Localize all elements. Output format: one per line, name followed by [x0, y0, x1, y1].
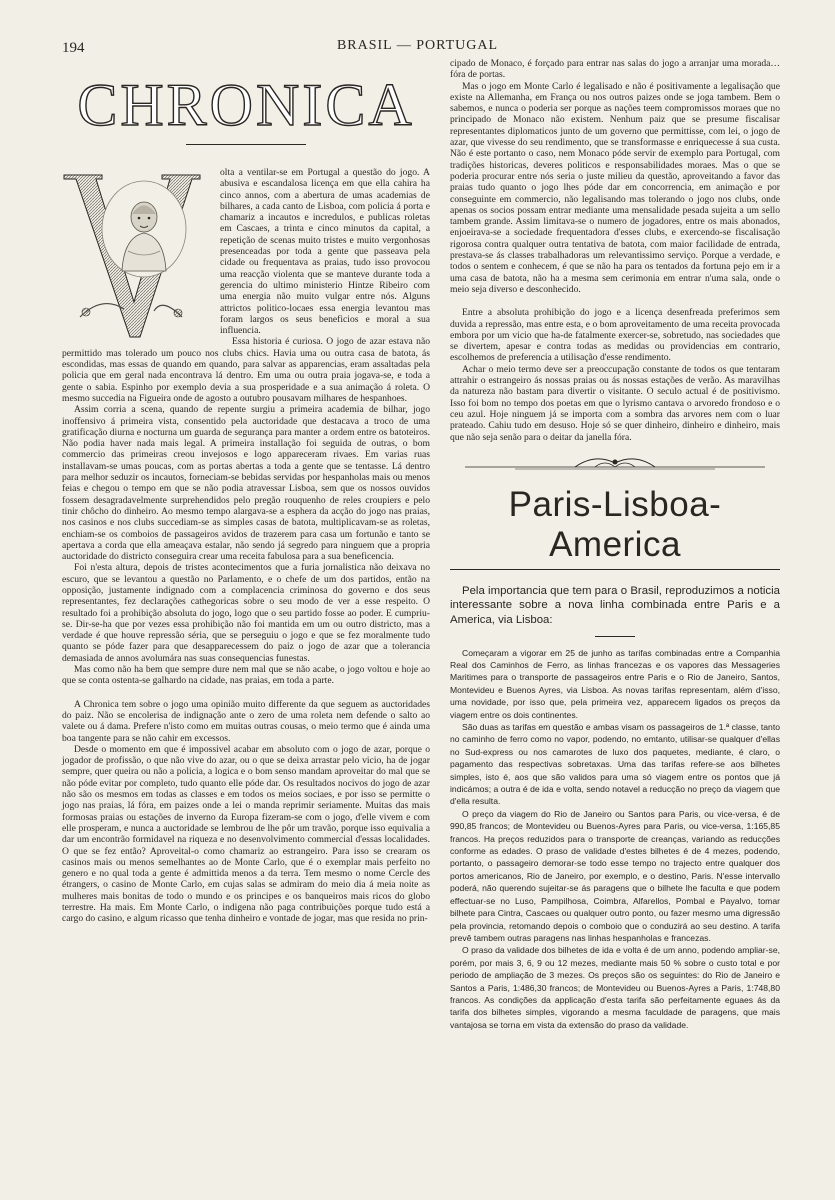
left-column [62, 58, 430, 925]
chronica-continuation: cipado de Monaco, é forçado para entrar nas salas do jogo a arranjar uma morada… fóra de portas. [450, 58, 780, 81]
title-rule [186, 144, 306, 145]
chronica-paragraph: Assim corria a scena, quando de repente surgiu a primeira academia de bilhar, jogo inoffensivo á primeira vista, consentido pela auctoridade que destacava a troco de uma gratificação diurna e nocturna um guarda de segurança para manter a ordem entre os batoteiros. Não podia haver nada mais legal. A primeira installação foi seguida de outras, o bom commercio das primeiras creou invejosos e logo appareceram rivaes. Em varias ruas installavam-se umas poucas, com as portas abertas a toda a gente que se tentasse. Lá dentro para melhor seduzir os incautos, forneciam-se bebidas servidas por hespanholas mais ou menos feias e chegou o tempo em que se não podia atravessar Lisboa, sem que os nossos ouvidos fossem desagradavelmente surprehendidos pelo pregão rouquenho de reles croupiers e pelo tinir chôcho do dinheiro. Ao mesmo tempo alargava-se a esphera da acção do jogo nas praias, nos casinos e nos clubs succediam-se as simples casas de batota, multiplicavam-se as roletas, enchiam-se os comboios de passageiros avidos de trazerem para casa um fortunão e tanto se apertava a corda que ella ameaçava estalar, não sendo já segredo para ninguem que a propria auctoridade do districto conseguira crear uma receita fabulosa para a sua beneficencia. [62, 404, 430, 563]
chronica-continuation: Mas o jogo em Monte Carlo é legalisado e não é positivamente a legalisação que existe na Allemanha, em França ou nos outros paizes onde se joga tambem. Bem o sabemos, e nunca o poderia ser porque as nações teem compromissos moraes que no principado de Monaco não existem. Nenhum paiz que se presume fiscalisar representantes diplomaticos junto de um governo que permittisse, com lei, o jogo de azar, que vivesse do seu rendimento, que se transformasse e enriquecesse á sua custa. Não é este portanto o caso, nem Monaco póde servir de exemplo para Portugal, com tradições historicas, deveres politicos e responsabilidades moraes. Mas o que se poderia procurar entre nós seria o juste milieu da questão, aproveitando a favor das praias tudo quanto o jogo lhes póde dar em concorrencia, em animação e por conseguinte em commercio, não legalisando mas tolerando o jogo nos clubs, onde apenas os socios possam entrar mediante uma mensalidade pesada sujeita a um sello tambem grande. Assim limitava-se o numero de jogadores, entre os mais abonados, enjoeirava-se a sociedade frequentadora d'esses clubs, e exercendo-se fiscalisação rigorosa contra qualquer outra tentativa de batota, com maior facilidade de entrada, prestava-se ás classes trabalhadoras um relevantissimo serviço. Porque a verdade, e todos o sentem e conhecem, é que se não ha para os tentados da fortuna pejo em ir a uma casa de batota, não ha a mesma sem cerimonia em entrar n'uma sala, onde o meio seja diverso e desconhecido. [450, 80, 780, 295]
chronica-paragraph: A Chronica tem sobre o jogo uma opinião muito differente da que seguem as auctoridades do paiz. Não se encolerisa de indignação ante o zero de uma roleta nem defende o salto ao valete ou á dama. Prefere n'isto como em muitas outras cousas, o meio termo que é ainda uma boa tangente para se não cahir em excessos. [62, 698, 430, 744]
child-portrait-illustration [62, 167, 212, 339]
paris-title-rule [450, 569, 780, 570]
paris-lisboa-america-title: Paris-Lisboa-America [508, 484, 722, 564]
chronica-continuation: Entre a absoluta prohibição do jogo e a licença desenfreada preferimos sem duvida a repressão, mas entre esta, e o bom aproveitamento de uma receita provocada embora por um vicio que ha-de fatalmente exercer-se, sobretudo, nas sociedades que se divertem, apesar e contra todas as medidas ou providencias em contrario, escolhemos de preferencia a utilisação d'esse rendimento. [450, 307, 780, 364]
page-number: 194 [62, 40, 85, 56]
chronica-paragraph: Mas como não ha bem que sempre dure nem mal que se não acabe, o jogo voltou e hoje ao que se conta ostenta-se galhardo na cidade, nas praias, em toda a parte. [62, 664, 430, 687]
paris-intro: Pela importancia que tem para o Brasil, reproduzimos a noticia interessante sobre a nova linha combinada entre Paris e a America, via Lisboa: [450, 584, 780, 626]
ornamental-divider-icon [465, 453, 765, 475]
paris-paragraph: São duas as tarifas em questão e ambas visam os passageiros de 1.ª classe, tanto no caminho de ferro como no vapor, podendo, no emtanto, utilisar-se qualquer d'ellas no Sud-express ou nos camarotes de luxo dos paquetes, mediante, é claro, o pagamento das respectivas sobretaxas. Uma das tarifas refere-se aos bilhetes simples, isto é, aos que são validos para uma só viagem entre os pontos que já indicámos; a outra é de ida e volta, sendo notavel a reducção no preço da viagem que d'ella resulta. [450, 722, 780, 807]
intro-rule [595, 636, 635, 637]
chronica-paragraph: Desde o momento em que é impossivel acabar em absoluto com o jogo de azar, porque o jogador de profissão, o que não vive do azar, ou o que se deixa arrastar pelo vicio, ha de jogar sempre, quer queira ou não a policia, a logica e o bom senso mandam aproveitar do mal que se não póde evitar por completo, tudo quanto elle póde dar. Os resultados nocivos do jogo de azar não são os mesmos em todas as classes e em todos os meios sociaes, e por isso se permitte o jogo nas praias, lá fóra, em paizes onde a lei o manda reprimir seriamente. Muitas das mais formosas praias ou estações de inverno da Europa fizeram-se com o jogo, d'elle vivem e com elle prosperam, e nunca a auctoridade se lembrou de lhe pôr um travão, porque isso equivalia a dar um encontrão formidavel na riqueza e no desenvolvimento commercial d'essas localidades. O que se fez então? Aproveital-o como chamariz ao estrangeiro. Para isso se crearam os casinos mais ou menos semelhantes ao de Monte Carlo, que é o exemplar mais perfeito no genero e no qual toda a gente é admittida menos a da terra. Tem mesmo o nome Cercle des étrangers, o casino de Monte Carlo, em cujas salas se admiram do meio dia á meia noite as mulheres mais bonitas de todo o mundo e os principes e os banqueiros mais ricos do globo terrestre. Ha mais. Em Monte Carlo, o indigena não paga contribuições porque tudo está a cargo do casino, e algum ricasso que tenha dinheiro e vontade de jogar, mas que resida no prin- [62, 743, 430, 925]
chronica-continuation: Achar o meio termo deve ser a preoccupação constante de todos os que tentaram attrahir o estrangeiro ás nossas praias ou ás nossas estações de verão. As maravilhas da natureza não bastam para divertir o visitante. O seculo actual é de positivismo. Isso foi bom no tempo dos poetas em que o lyrismo cantava o arvoredo frondoso e o ceu azul. Hoje ninguem já se importa com a sombra das arvores nem com o luar prateado. Cahiu tudo em desuso. Hoje só se quer dinheiro, dinheiro e dinheiro, mais que não seja senão para o deitar da janella fóra. [450, 363, 780, 443]
right-column [450, 58, 780, 1031]
illustrated-initial-v [62, 167, 212, 339]
paris-paragraph: Começaram a vigorar em 25 de junho as tarifas combinadas entre a Companhia Real dos Caminhos de Ferro, as linhas francezas e os vapores das Messageries Maritimes para o transporte de passageiros entre Paris e o Rio de Janeiro, Santos, Montevideu e Buenos Ayres, via Lisboa. As novas tarifas representam, além d'isso, uma novidade, por isso que, pela primeira vez, apparecem ligados os preços da viagem entre os dois continentes. [450, 647, 780, 720]
chronica-title: CHRONICA [77, 72, 415, 138]
chronica-paragraph: Foi n'esta altura, depois de tristes acontecimentos que a furia jornalistica não deixava no escuro, que se levantou a questão no Parlamento, e o chefe de um dos partidos, então na opposição, justamente indignado com a complacencia criminosa do governo e dos seus representantes, fez declarações cathegoricas sobre o seu modo de ver a esse respeito. O resultado foi a prohibição absoluta do jogo, logo que o seu partido fosse ao poder. E cumpriu-se. Dir-se-ha que por vezes essa prohibição não foi mantida em um ou outro districto, mas a verdade é que houve repressão séria, que se perseguiu o jogo e que se fez moralmente tudo quanto se póde fazer para que desapparecessem do paiz o jogo de azar que a tolerancia demasiada de annos avolumára nas suas consequencias funestas. [62, 562, 430, 664]
paris-paragraph: O preço da viagem do Rio de Janeiro ou Santos para Paris, ou vice-versa, é de 990,85 francos; de Montevideu ou Buenos-Ayres para Paris, ou vice-versa, 1:165,85 francos. Ha preços reduzidos para o transporte de creanças, variando as reducções conforme as edades. O praso de validade d'estes bilhetes é de 4 mezes, podendo, portanto, o passageiro demorar-se todo esse tempo no trajecto entre qualquer dos portos americanos, Rio de Janeiro, por exemplo, e o destino, Paris. N'esse intervallo poderá, não querendo sujeitar-se ás paragens que o bilhete lhe faculta e que podem effectuar-se no Luso, Pampilhosa, Coimbra, Alfarellos, Pombal e Payalvo, tomar bilhete para Cintra, Cascaes ou qualquer outro ponto, ou fazer mesmo uma digressão pela provincia, retomando depois o comboio que o conduzirá ao seu destino. A tarifa prevê tambem outras paragens nas linhas hespanholas e francezas. [450, 808, 780, 943]
chronica-article [62, 167, 430, 925]
paris-paragraph: O praso da validade dos bilhetes de ida e volta é de um anno, podendo ampliar-se, porém, por mais 3, 6, 9 ou 12 mezes, mediante mais 50 % sobre o custo total e por periodo de ampliação de 3 mezes. Os preços são os seguintes: do Rio de Janeiro e Santos a Paris, 1:486,30 francos; de Montevideu ou Buenos-Ayres a Paris, 1:748,80 francos. As condições da applicação d'esta tarifa são perfeitamente eguaes ás da tarifa dos bilhetes simples, vigorando a mesma faculdade de paragens, que mais vantajosa se torna em vista da extensão do praso da validade. [450, 945, 780, 1030]
chronica-paragraph: olta a ventilar-se em Portugal a questão do jogo. A abusiva e escandalosa licença em que ella cahira ha cinco annos, com a abertura de umas academias de bilhares, a cada canto de Lisboa, com policia á porta e chamariz a incautos e incredulos, e publicas roletas em Cascaes, a trinta e cinco minutos da capital, a repetição de scenas muito tristes e muito vergonhosas presenceadas por toda a gente que passeava pela cidade ou frequentava as praias, tudo isso provocou uma reacção violenta que se manteve durante toda a gerencia do ultimo ministerio Hintze Ribeiro com uma energia não muito vulgar entre nós. Alguns attrictos politico-locaes essa energia levantou mas foram largos os seus beneficios e moral a sua influencia. [220, 167, 430, 337]
chronica-paragraph: Essa historia é curiosa. O jogo de azar estava não permittido mas tolerado um pouco nos clubs chics. Havia uma ou outra casa de batota, ás escondidas, mas essas de quando em quando, para salvar as apparencias, eram assaltadas pela policia que em geral nada encontrava lá dentro. Em uma ou outra praia jogava-se, e toda a gente o sabia. Espinho por exemplo devia a sua prosperidade e a sua animação á roleta. O mesmo succedia na Figueira onde de agosto a outubro pousavam milhares de hespanhoes. [62, 336, 430, 404]
running-title: BRASIL — PORTUGAL [336, 38, 499, 53]
